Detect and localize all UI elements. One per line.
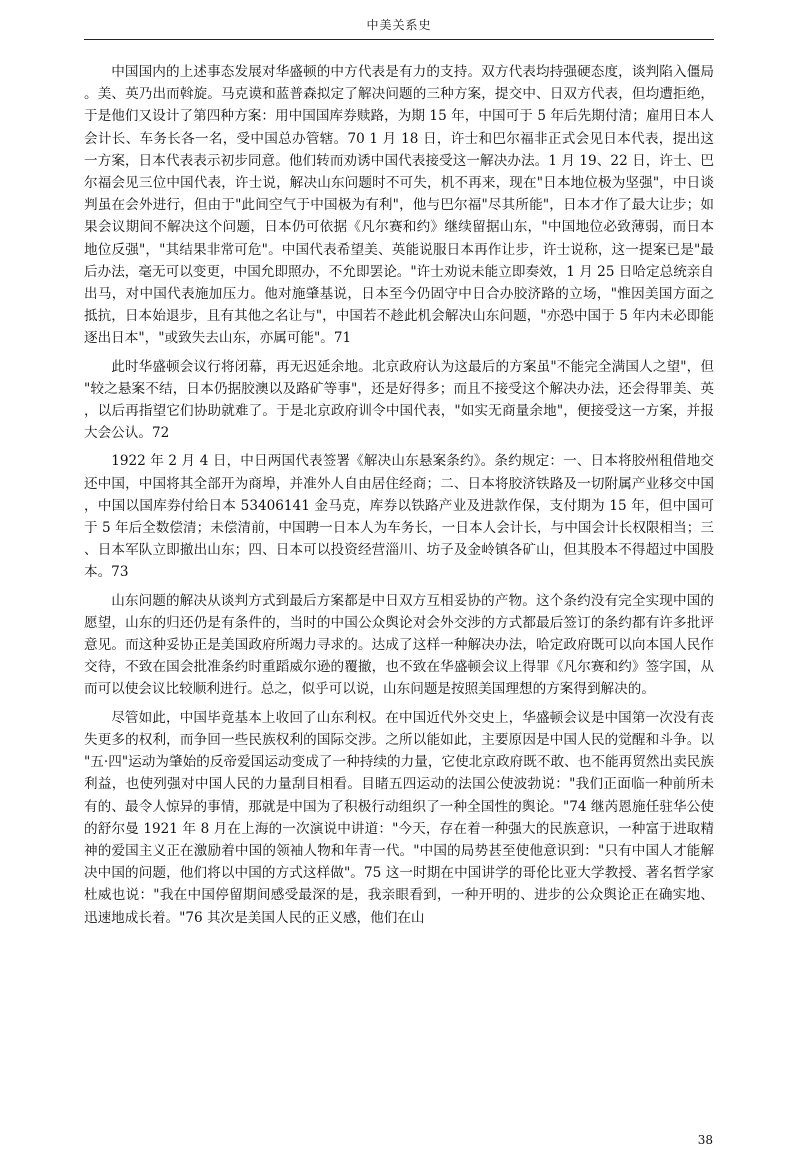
running-header xyxy=(84,14,714,40)
page-body xyxy=(84,61,714,935)
running-header-title: 中美关系史 xyxy=(366,18,432,32)
paragraph: 尽管如此，中国毕竟基本上收回了山东利权。在中国近代外交史上，华盛顿会议是中国第一次没有丧失更多的权利，而争回一些民族权利的国际交涉。之所以能如此，主要原因是中国人民的觉醒和斗争。以"五·四"运动为肇始的反帝爱国运动变成了一种持续的力量，它使北京政府既不敢、也不能再贸然出卖民族利益，也使列强对中国人民的力量刮目相看。目睹五四运动的法国公使波勃说："我们正面临一种前所未有的、最令人惊异的事情，那就是中国为了积极行动组织了一种全国性的舆论。"74 继芮恩施任驻华公使的舒尔曼 1921 年 8 月在上海的一次演说中讲道："今天，存在着一种强大的民族意识，一种富于进取精神的爱国主义正在激励着中国的领袖人物和年青一代。"中国的局势甚至使他意识到："只有中国人才能解决中国的问题，他们将以中国的方式这样做"。75 这一时期在中国讲学的哥伦比亚大学教授、著名哲学家杜威也说："我在中国停留期间感受最深的是，我亲眼看到，一种开明的、进步的公众舆论正在确实地、迅速地成长着。"76 其次是美国人民的正义感，他们在山 xyxy=(84,709,714,926)
page-number: 38 xyxy=(697,1133,713,1147)
paragraph: 山东问题的解决从谈判方式到最后方案都是中日双方互相妥协的产物。这个条约没有完全实现中国的愿望，山东的归还仍是有条件的，当时的中国公众舆论对会外交涉的方式都最后签订的条约都有许多批评意见。而这种妥协正是美国政府所竭力寻求的。达成了这样一种解决办法，哈定政府既可以向本国人民作交待，不致在国会批准条约时重蹈威尔逊的覆撤，也不致在华盛顿会议上得罪《凡尔赛和约》签字国，从而可以使会议比较顺利进行。总之，似乎可以说，山东问题是按照美国理想的方案得到解决的。 xyxy=(84,592,714,698)
paragraph: 此时华盛顿会议行将闭幕，再无迟延余地。北京政府认为这最后的方案虽"不能完全满国人之望"，但"较之悬案不结，日本仍据胶澳以及路矿等事"，还是好得多；而且不接受这个解决办法，还会得罪美、英，以后再指望它们协助就难了。于是北京政府训令中国代表，"如实无商量余地"，便接受这一方案，并报大会公认。72 xyxy=(84,358,714,442)
paragraph: 1922 年 2 月 4 日，中日两国代表签署《解决山东悬案条约》。条约规定：一、日本将胶州租借地交还中国，中国将其全部开为商埠，并准外人自由居住经商；二、日本将胶济铁路及一切附属产业移交中国，中国以国库券付给日本 53406141 金马克，库券以铁路产业及进款作保，支付期为 15 年，但中国可于 5 年后全数偿清；未偿清前，中国聘一日本人为车务长，一日本人会计长，与中国会计长权限相当；三、日本军队立即撤出山东；四、日本可以投资经营淄川、坊子及金岭镇各矿山，但其股本不得超过中国股本。73 xyxy=(84,453,714,581)
paragraph: 中国国内的上述事态发展对华盛顿的中方代表是有力的支持。双方代表均持强硬态度，谈判陷入僵局。美、英乃出而斡旋。马克谟和蓝普森拟定了解决问题的三种方案，提交中、日双方代表，但均遭拒绝，于是他们又设计了第四种方案：用中国国库券赎路，为期 15 年，中国可于 5 年后先期付清；雇用日本人会计长、车务长各一名，受中国总办管辖。70 1 月 18 日，许士和巴尔福非正式会见日本代表，提出这一方案，日本代表表示初步同意。他们转而劝诱中国代表接受这一解决办法。1 月 19、22 日，许士、巴尔福会见三位中国代表，许士说，解决山东问题时不可失，机不再来，现在"日本地位极为坚强"，中日谈判虽在会外进行，但由于"此间空气于中国极为有利"，他与巴尔福"尽其所能"，日本才作了最大让步；如果会议期间不解决这个问题，日本仍可依据《凡尔赛和约》继续留据山东，"中国地位必致薄弱，而日本地位反强"，"其结果非常可危"。中国代表希望美、英能说服日本再作让步，许士说称，这一提案已是"最后办法，毫无可以变更，中国允即照办，不允即罢论。"许士劝说未能立即奏效，1 月 25 日哈定总统亲自出马，对中国代表施加压力。他对施肇基说，日本至今仍固守中日合办胶济路的立场，"惟因美国方面之抵抗，日本始退步，且有其他之名让与"，中国若不趁此机会解决山东问题，"亦恐中国于 5 年内未必即能逐出日本"，"或致失去山东，亦属可能"。71 xyxy=(84,64,714,347)
